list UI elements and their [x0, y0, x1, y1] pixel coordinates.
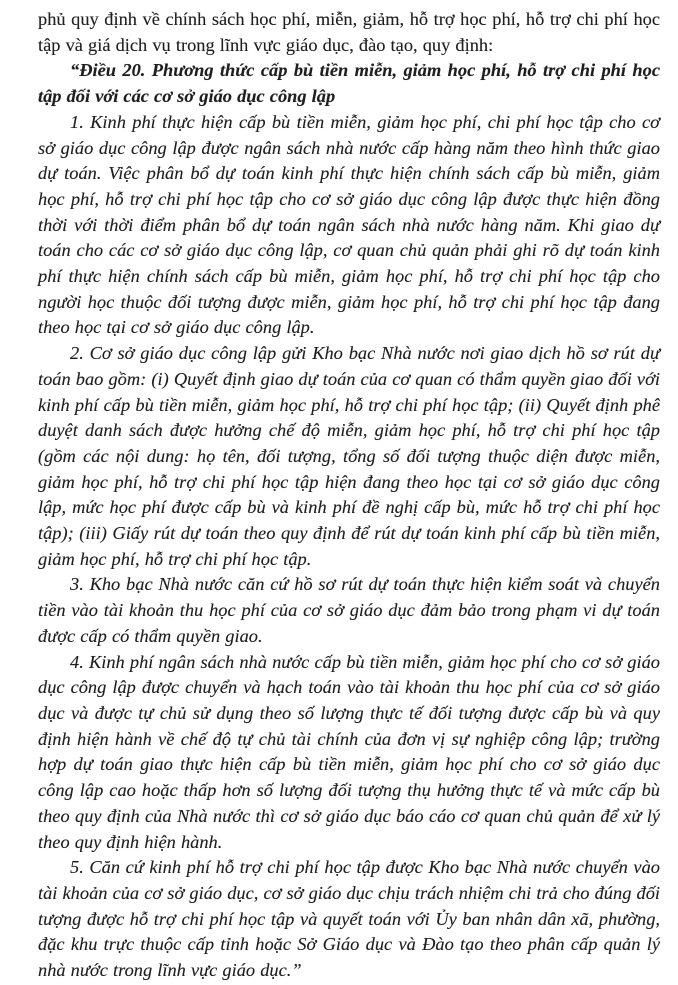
document-body: [38, 7, 660, 984]
paragraph: 5. Căn cứ kinh phí hỗ trợ chi phí học tập được Kho bạc Nhà nước chuyển vào tài khoản của cơ sở giáo dục, cơ sở giáo dục chịu trách nhiệm chi trả cho đúng đối tượng được hỗ trợ chi phí học tập và quyết toán với Ủy ban nhân dân xã, phường, đặc khu trực thuộc cấp tỉnh hoặc Sở Giáo dục và Đào tạo theo phân cấp quản lý nhà nước trong lĩnh vực giáo dục.”: [38, 857, 660, 981]
paragraph: phủ quy định về chính sách học phí, miễn, giảm, hỗ trợ học phí, hỗ trợ chi phí học tập và giá dịch vụ trong lĩnh vực giáo dục, đào tạo, quy định:: [38, 9, 660, 55]
paragraph: 1. Kinh phí thực hiện cấp bù tiền miễn, giảm học phí, chi phí học tập cho cơ sở giáo dục công lập được ngân sách nhà nước cấp hàng năm theo hình thức giao dự toán. Việc phân bổ dự toán kinh phí thực hiện chính sách cấp bù miễn, giảm học phí, hỗ trợ chi phí học tập cho cơ sở giáo dục công lập được thực hiện đồng thời với thời điểm phân bổ dự toán ngân sách nhà nước hàng năm. Khi giao dự toán cho các cơ sở giáo dục công lập, cơ quan chủ quản phải ghi rõ dự toán kinh phí thực hiện chính sách cấp bù miễn, giảm học phí, hỗ trợ chi phí học tập cho người học thuộc đối tượng được miễn, giảm học phí, hỗ trợ chi phí học tập đang theo học tại cơ sở giáo dục công lập.: [38, 111, 660, 338]
paragraph: “Điều 20. Phương thức cấp bù tiền miễn, giảm học phí, hỗ trợ chi phí học tập đối với các cơ sở giáo dục công lập: [38, 60, 660, 107]
paragraph: 4. Kinh phí ngân sách nhà nước cấp bù tiền miễn, giảm học phí cho cơ sở giáo dục công lập được chuyển và hạch toán vào tài khoản thu học phí của cơ sở giáo dục và được tự chủ sử dụng theo số lượng thực tế đối tượng được cấp bù và quy định hiện hành về chế độ tự chủ tài chính của đơn vị sự nghiệp công lập; trường hợp dự toán giao thực hiện cấp bù tiền miễn, giảm học phí cho cơ sở giáo dục công lập cao hoặc thấp hơn số lượng đối tượng thụ hưởng thực tế và mức cấp bù theo quy định của Nhà nước thì cơ sở giáo dục báo cáo cơ quan chủ quản để xử lý theo quy định hiện hành.: [38, 651, 660, 852]
paragraph: 3. Kho bạc Nhà nước căn cứ hồ sơ rút dự toán thực hiện kiểm soát và chuyển tiền vào tài khoản thu học phí của cơ sở giáo dục đảm bảo trong phạm vi dự toán được cấp có thẩm quyền giao.: [38, 574, 660, 646]
paragraph: 2. Cơ sở giáo dục công lập gửi Kho bạc Nhà nước nơi giao dịch hồ sơ rút dự toán bao gồm: (i) Quyết định giao dự toán của cơ quan có thẩm quyền giao đối với kinh phí cấp bù tiền miễn, giảm học phí, hỗ trợ chi phí học tập; (ii) Quyết định phê duyệt danh sách được hưởng chế độ miễn, giảm học phí, hỗ trợ chi phí học tập (gồm các nội dung: họ tên, đối tượng, tổng số đối tượng thuộc diện được miễn, giảm học phí, hỗ trợ chi phí học tập hiện đang theo học tại cơ sở giáo dục công lập, mức học phí được cấp bù và kinh phí đề nghị cấp bù, mức hỗ trợ chi phí học tập); (iii) Giấy rút dự toán theo quy định để rút dự toán kinh phí cấp bù tiền miễn, giảm học phí, hỗ trợ chi phí học tập.: [38, 343, 660, 569]
